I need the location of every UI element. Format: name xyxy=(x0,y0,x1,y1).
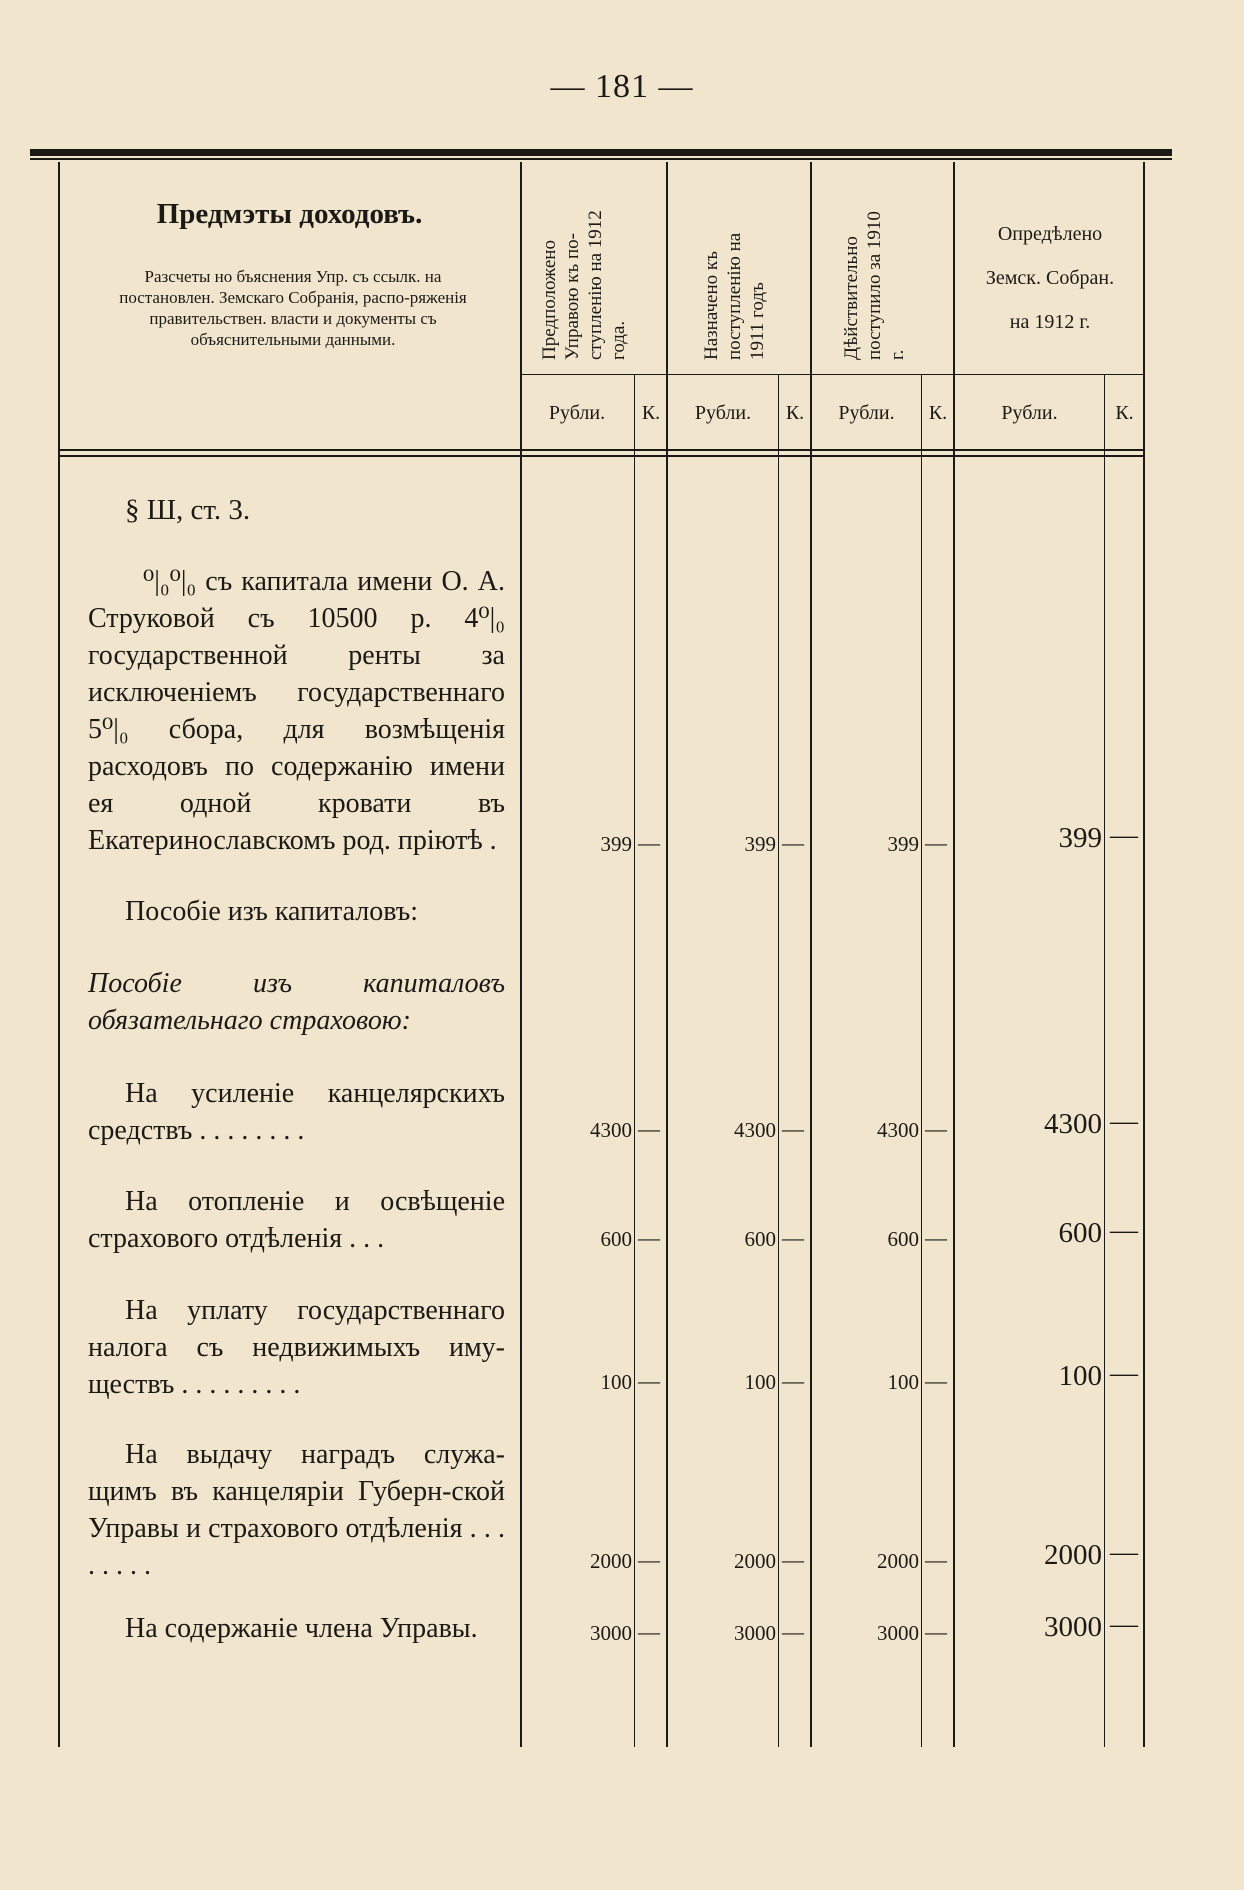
value-determined-4300: 4300 xyxy=(1044,1108,1102,1140)
value-assigned-2000: 2000 xyxy=(734,1549,776,1573)
kop-dash: — xyxy=(925,830,947,855)
value-received-3000: 3000 xyxy=(877,1621,919,1645)
row-label-member: На содержаніе члена Управы. xyxy=(125,1613,478,1644)
col-line-4k xyxy=(1104,374,1105,1747)
kop-dash: — xyxy=(1110,820,1138,851)
kop-dash: — xyxy=(782,1368,804,1393)
value-proposed-399: 399 xyxy=(600,832,632,856)
page-number: — 181 — xyxy=(550,68,694,105)
unit-kop-1: К. xyxy=(641,402,661,424)
row-label-heating: На отопленіе и освѣщеніе страхового отдѣленія . . . xyxy=(88,1186,505,1254)
unit-kop-4: К. xyxy=(1115,402,1134,424)
value-received-4300: 4300 xyxy=(877,1118,919,1142)
header-title: Предмэты доходовъ. xyxy=(156,198,423,230)
value-determined-2000: 2000 xyxy=(1044,1539,1102,1571)
unit-row-rule xyxy=(520,374,1145,375)
kop-dash: — xyxy=(638,1368,660,1393)
kop-dash: — xyxy=(782,1116,804,1141)
header-bottom-rule-2 xyxy=(60,455,1145,457)
column-header-determined xyxy=(950,212,1150,344)
row-label-awards: На выдачу наградъ служа-щимъ въ канцеляріи Губерн-ской Управы и страхового отдѣленія . . . . . . . . xyxy=(88,1439,505,1581)
kop-dash: — xyxy=(1110,1609,1138,1640)
row-label-tax: На уплату государственнаго налога съ недвижимыхъ иму-ществъ . . . . . . . . . xyxy=(88,1295,505,1400)
col-line-1 xyxy=(520,162,522,1747)
unit-kop-2: К. xyxy=(785,402,805,424)
unit-kop-3: К. xyxy=(928,402,948,424)
value-determined-3000: 3000 xyxy=(1044,1611,1102,1643)
kop-dash: — xyxy=(782,1225,804,1250)
column-header-assigned: Назначено къ поступленію на 1911 годъ xyxy=(701,232,768,360)
value-received-399: 399 xyxy=(887,832,919,856)
kop-dash: — xyxy=(1110,1537,1138,1568)
kop-dash: — xyxy=(782,1547,804,1572)
header-bottom-rule xyxy=(60,449,1145,451)
value-received-600: 600 xyxy=(887,1227,919,1251)
kop-dash: — xyxy=(925,1368,947,1393)
value-determined-100: 100 xyxy=(1058,1360,1102,1392)
column-header-received: Дѣйствительно поступило за 1910 г. xyxy=(841,211,908,360)
col-line-left xyxy=(58,162,60,1747)
table-top-rule xyxy=(30,149,1172,156)
column-header-determined-l2: Земск. Собран. xyxy=(985,267,1115,289)
kop-dash: — xyxy=(638,1225,660,1250)
kop-dash: — xyxy=(782,830,804,855)
row-label-strukova: ⁰|₀⁰|₀ съ капитала имени О. А. Струковой съ 10500 р. 4⁰|₀ государственной ренты за исключеніемъ государственнаго 5⁰|₀ сбора, для возмѣщенія расходовъ по содержанію имени ея одной кровати въ Екатеринославскомъ род. пріютѣ . xyxy=(88,566,505,856)
col-line-2k xyxy=(778,374,779,1747)
value-proposed-4300: 4300 xyxy=(590,1118,632,1142)
kop-dash: — xyxy=(638,1547,660,1572)
kop-dash: — xyxy=(1110,1358,1138,1389)
unit-rub-2: Рубли. xyxy=(694,402,752,424)
kop-dash: — xyxy=(638,830,660,855)
column-header-determined-l1: Опредѣлено xyxy=(997,223,1103,245)
value-assigned-600: 600 xyxy=(744,1227,776,1251)
unit-rub-4: Рубли. xyxy=(1001,402,1058,424)
col-line-3 xyxy=(810,162,812,1747)
value-proposed-600: 600 xyxy=(600,1227,632,1251)
col-line-3k xyxy=(921,374,922,1747)
value-assigned-4300: 4300 xyxy=(734,1118,776,1142)
unit-rub-1: Рубли. xyxy=(548,402,606,424)
header-subtitle: Разсчеты но бъяснения Упр. съ ссылк. на постановлен. Земскаго Собранія, распо-ряженія правительствен. власти и документы съ объяснительными данными. xyxy=(119,267,467,349)
col-line-4 xyxy=(953,162,955,1747)
kop-dash: — xyxy=(925,1547,947,1572)
value-received-100: 100 xyxy=(887,1370,919,1394)
table-top-rule-thin xyxy=(30,158,1172,160)
row-label-benefit: Пособіе изъ капиталовъ: xyxy=(125,896,419,927)
unit-rub-3: Рубли. xyxy=(838,402,895,424)
value-proposed-100: 100 xyxy=(600,1370,632,1394)
value-received-2000: 2000 xyxy=(877,1549,919,1573)
col-line-1k xyxy=(634,374,635,1747)
section-heading: § Ш, ст. 3. xyxy=(125,494,251,526)
kop-dash: — xyxy=(1110,1106,1138,1137)
value-determined-600: 600 xyxy=(1058,1217,1102,1249)
row-label-office: На усиленіе канцелярскихъ средствъ . . . . . . . . xyxy=(88,1078,505,1146)
kop-dash: — xyxy=(782,1619,804,1644)
value-assigned-100: 100 xyxy=(744,1370,776,1394)
kop-dash: — xyxy=(925,1116,947,1141)
kop-dash: — xyxy=(638,1116,660,1141)
value-determined-399: 399 xyxy=(1058,822,1102,854)
value-proposed-3000: 3000 xyxy=(590,1621,632,1645)
col-line-2 xyxy=(666,162,668,1747)
value-assigned-3000: 3000 xyxy=(734,1621,776,1645)
kop-dash: — xyxy=(925,1619,947,1644)
kop-dash: — xyxy=(1110,1215,1138,1246)
col-line-right xyxy=(1143,162,1145,1747)
column-header-determined-l3: на 1912 г. xyxy=(1009,311,1091,333)
value-proposed-2000: 2000 xyxy=(590,1549,632,1573)
kop-dash: — xyxy=(638,1619,660,1644)
column-header-proposed: Предположено Управою къ по-ступленію на 1912 года. xyxy=(539,210,629,360)
row-label-benefit-insurance: Пособіе изъ капиталовъ обязательнаго страховою: xyxy=(88,968,505,1036)
kop-dash: — xyxy=(925,1225,947,1250)
value-assigned-399: 399 xyxy=(744,832,776,856)
